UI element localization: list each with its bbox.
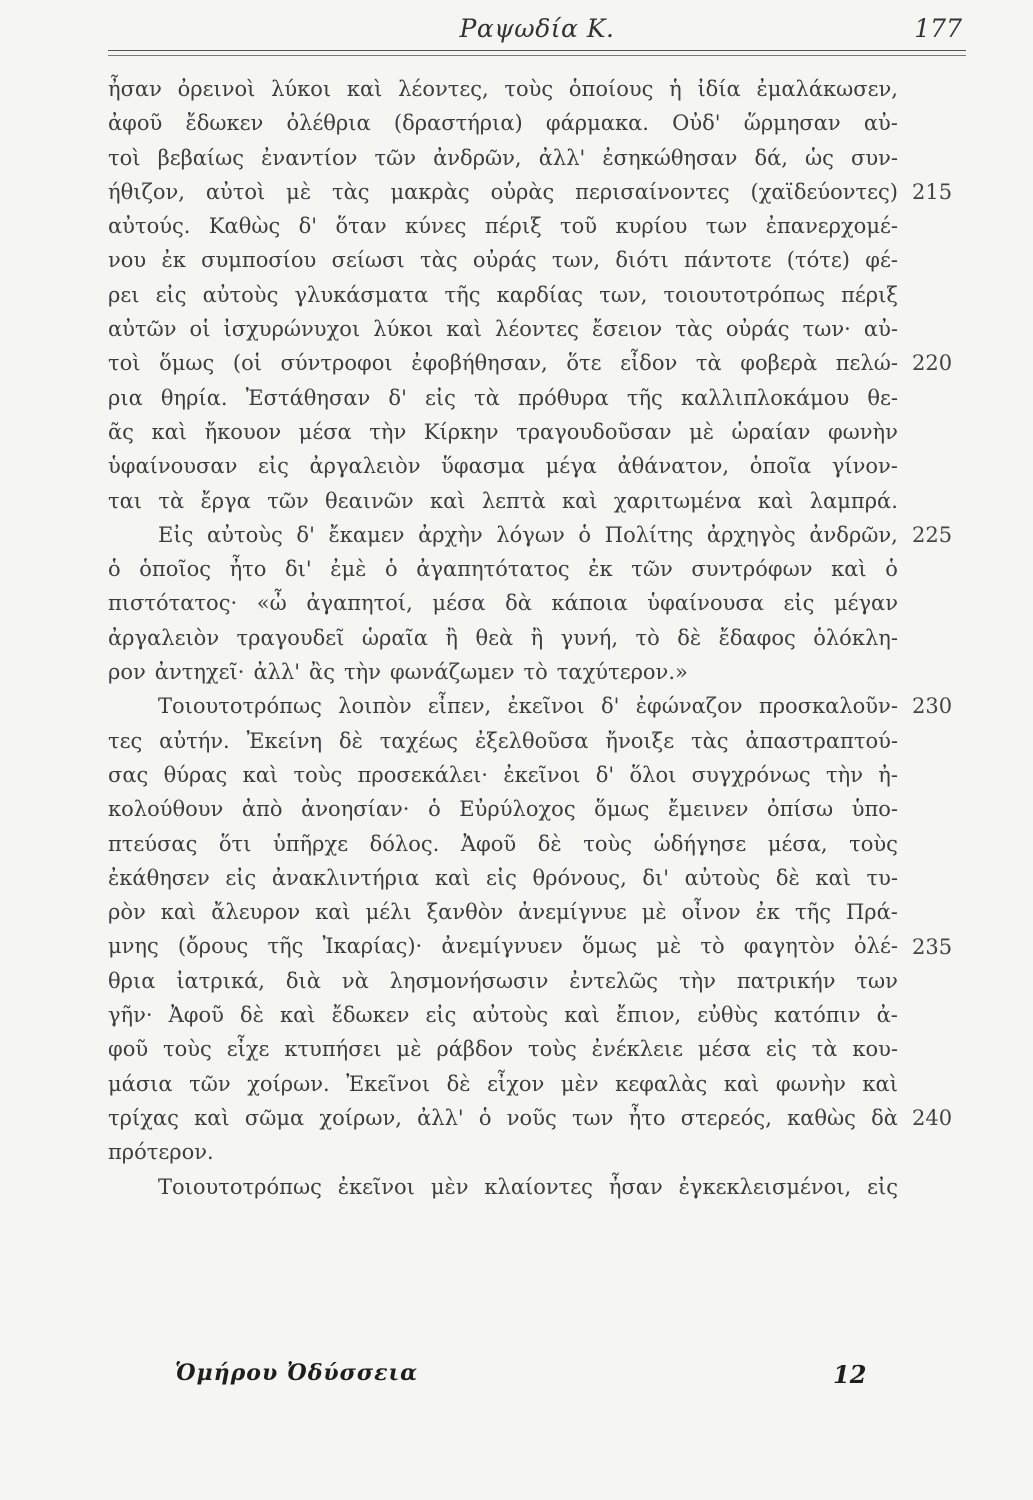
text-line: πρότερον. [108, 1140, 214, 1165]
body-text [108, 72, 898, 1204]
page-footer [175, 1360, 875, 1394]
text-line: Τοιουτοτρόπως λοιπὸν εἶπεν, ἐκεῖνοι δ' ἐφώναζον προσκαλοῦν- [158, 694, 898, 719]
text-line: ἀργαλειὸν τραγουδεῖ ὡραῖα ἢ θεὰ ἢ γυνή, τὸ δὲ ἔδαφος ὁλόκλη- [108, 625, 898, 650]
text-line: ὁ ὁποῖος ἦτο δι' ἐμὲ ὁ ἀγαπητότατος ἐκ τῶν συντρόφων καὶ ὁ [108, 557, 898, 582]
text-line: ται τὰ ἔργα τῶν θεαινῶν καὶ λεπτὰ καὶ χαριτωμένα καὶ λαμπρά. [108, 488, 898, 513]
text-line: ᾶς καὶ ἤκουον μέσα τὴν Κίρκην τραγουδοῦσαν μὲ ὡραίαν φωνὴν [108, 419, 898, 444]
page-number: 177 [914, 14, 962, 43]
text-line: αὐτῶν οἱ ἰσχυρώνυχοι λύκοι καὶ λέοντες ἔσειον τὰς οὐράς των· αὐ- [108, 317, 898, 342]
text-line: τοὶ βεβαίως ἐναντίον τῶν ἀνδρῶν, ἀλλ' ἐσηκώθησαν δά, ὡς συν- [108, 145, 898, 170]
text-line: ρὸν καὶ ἄλευρον καὶ μέλι ξανθὸν ἀνεμίγνυε μὲ οἶνον ἐκ τῆς Πρά- [108, 900, 898, 925]
verse-line-number: 225 [912, 522, 953, 547]
verse-line-number: 215 [912, 179, 953, 204]
text-line: ἐκάθησεν εἰς ἀνακλιντήρια καὶ εἰς θρόνους, δι' αὐτοὺς δὲ καὶ τυ- [108, 865, 898, 890]
text-line: νου ἐκ συμποσίου σείωσι τὰς οὐράς των, διότι πάντοτε (τότε) φέ- [108, 248, 898, 273]
verse-line-number: 240 [912, 1106, 953, 1130]
verse-line-number: 235 [912, 934, 953, 959]
verse-line-number: 220 [912, 351, 953, 376]
text-line: ρια θηρία. Ἐστάθησαν δ' εἰς τὰ πρόθυρα τῆς καλλιπλοκάμου θε- [108, 385, 898, 410]
text-line: φοῦ τοὺς εἶχε κτυπήσει μὲ ράβδον τοὺς ἐνέκλειε μέσα εἰς τὰ κου- [108, 1037, 898, 1062]
signature-mark: 12 [833, 1360, 867, 1389]
text-line: ἦσαν ὀρεινοὶ λύκοι καὶ λέοντες, τοὺς ὁποίους ἡ ἰδία ἐμαλάκωσεν, [108, 77, 898, 101]
text-line: τες αὐτήν. Ἐκείνη δὲ ταχέως ἐξελθοῦσα ἤνοιξε τὰς ἀπαστραπτού- [108, 728, 898, 753]
text-line: ρον ἀντηχεῖ· ἀλλ' ἂς τὴν φωνάζωμεν τὸ ταχύτερον.» [108, 660, 688, 685]
text-line: θρια ἰατρικά, διὰ νὰ λησμονήσωσιν ἐντελῶς τὴν πατρικήν των [108, 968, 898, 993]
text-line: σας θύρας καὶ τοὺς προσεκάλει· ἐκεῖνοι δ' ὅλοι συγχρόνως τὴν ἠ- [108, 762, 898, 787]
text-line: πτεύσας ὅτι ὑπῆρχε δόλος. Ἀφοῦ δὲ τοὺς ὡδήγησε μέσα, τοὺς [108, 831, 898, 856]
text-line: κολούθουν ἀπὸ ἀνοησίαν· ὁ Εὐρύλοχος ὅμως ἔμεινεν ὀπίσω ὑπο- [108, 797, 898, 822]
text-line: τρίχας καὶ σῶμα χοίρων, ἀλλ' ὁ νοῦς των ἦτο στερεός, καθὼς δὰ [108, 1105, 898, 1130]
running-head [108, 12, 966, 48]
book-title: Ὁμήρου Ὀδύσσεια [175, 1360, 419, 1386]
header-rule-secondary [108, 55, 966, 56]
text-line: ρει εἰς αὐτοὺς γλυκάσματα τῆς καρδίας των, τοιουτοτρόπως πέριξ [108, 282, 898, 307]
text-line: Τοιουτοτρόπως ἐκεῖνοι μὲν κλαίοντες ἦσαν ἐγκεκλεισμένοι, εἰς [158, 1174, 898, 1199]
text-line: αὐτούς. Καθὼς δ' ὅταν κύνες πέριξ τοῦ κυρίου των ἐπανερχομέ- [108, 214, 898, 239]
text-line: γῆν· Ἀφοῦ δὲ καὶ ἔδωκεν εἰς αὐτοὺς καὶ ἔπιον, εὐθὺς κατόπιν ἀ- [108, 1003, 898, 1028]
text-line: μάσια τῶν χοίρων. Ἐκεῖνοι δὲ εἶχον μὲν κεφαλὰς καὶ φωνὴν καὶ [108, 1071, 898, 1096]
text-line: ἀφοῦ ἔδωκεν ὀλέθρια (δραστήρια) φάρμακα. Οὐδ' ὥρμησαν αὐ- [108, 111, 898, 136]
text-line: Εἰς αὐτοὺς δ' ἔκαμεν ἀρχὴν λόγων ὁ Πολίτης ἀρχηγὸς ἀνδρῶν, [158, 522, 898, 547]
text-line: ήθιζον, αὐτοὶ μὲ τὰς μακρὰς οὐρὰς περισαίνοντες (χαϊδεύοντες) [108, 179, 898, 204]
verse-line-number: 230 [912, 694, 953, 719]
text-line: μνης (ὄρους τῆς Ἰκαρίας)· ἀνεμίγνυεν ὅμως μὲ τὸ φαγητὸν ὀλέ- [108, 934, 898, 959]
text-line: πιστότατος· «ὦ ἀγαπητοί, μέσα δὰ κάποια ὑφαίνουσα εἰς μέγαν [108, 591, 898, 616]
text-line: τοὶ ὅμως (οἱ σύντροφοι ἐφοβήθησαν, ὅτε εἶδον τὰ φοβερὰ πελώ- [108, 351, 898, 376]
header-rule [108, 50, 966, 51]
running-title: Ραψωδία Κ. [459, 14, 615, 43]
text-line: ὑφαίνουσαν εἰς ἀργαλειὸν ὕφασμα μέγα ἀθάνατον, ὁποῖα γίνον- [108, 454, 898, 479]
